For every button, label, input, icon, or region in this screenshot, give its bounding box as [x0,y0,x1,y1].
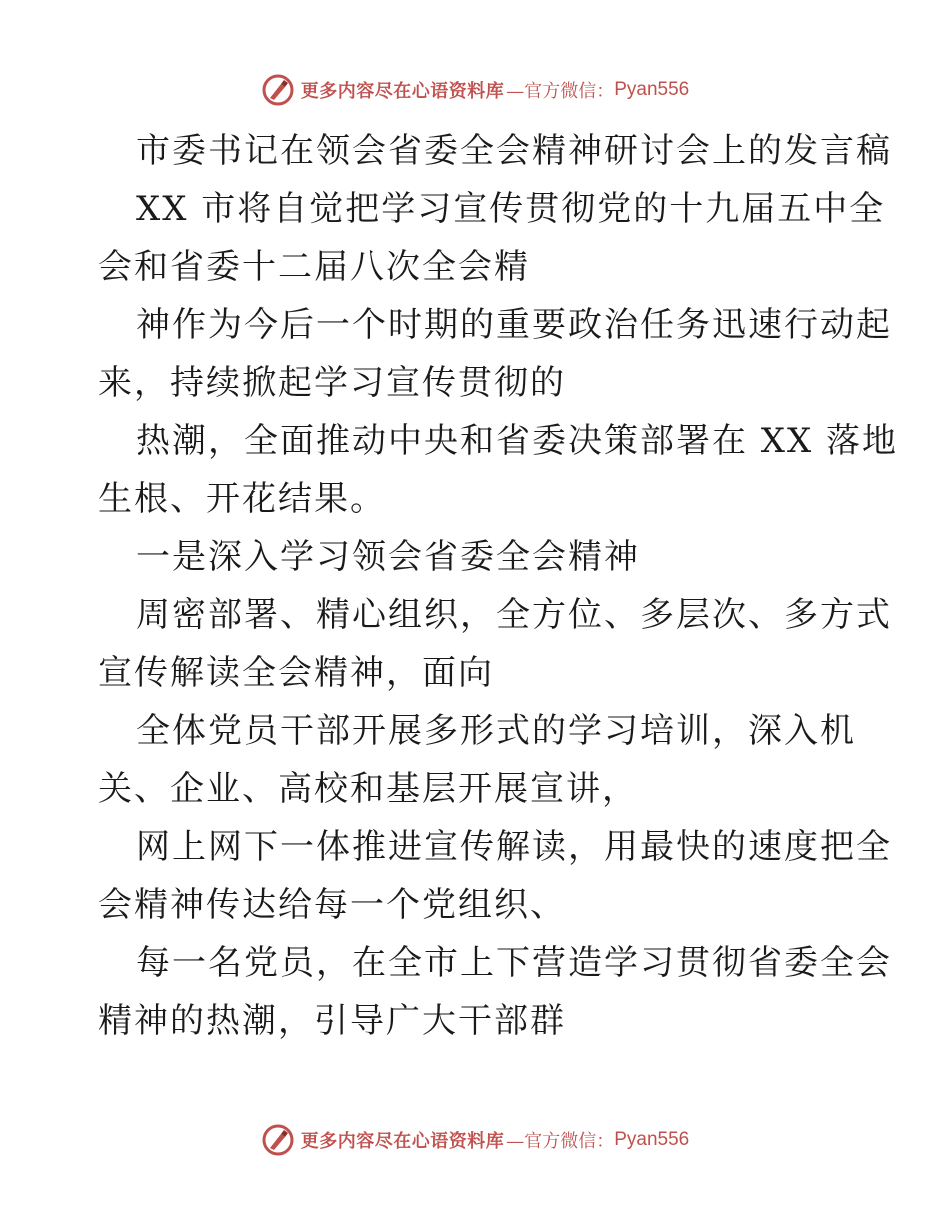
paragraph-line: 来，持续掀起学习宣传贯彻的 [98,363,566,403]
paragraph-line: 周密部署、精心组织，全方位、多层次、多方式 [136,595,892,635]
footer-banner-wechat-id: Pyan556 [614,1129,690,1150]
paragraph-line: 每一名党员，在全市上下营造学习贯彻省委全会 [136,943,892,983]
header-banner-separator: —官方微信： [506,81,615,102]
document-body [98,122,899,1050]
paragraph-line: 神作为今后一个时期的重要政治任务迅速行动起 [136,305,892,345]
paragraph-line: XX 市将自觉把学习宣传贯彻党的十九届五中全 [136,189,886,229]
footer-banner-text: 更多内容尽在心语资料库 [300,1131,505,1152]
paragraph-line: 网上网下一体推进宣传解读，用最快的速度把全 [136,827,892,867]
paragraph-line: 会和省委十二届八次全会精 [98,247,530,287]
paragraph-line: 热潮，全面推动中央和省委决策部署在 XX 落地 [136,421,899,461]
paragraph-line: 生根、开花结果。 [98,479,386,519]
footer-banner-separator: —官方微信： [506,1131,615,1152]
paragraph-line: 全体党员干部开展多形式的学习培训，深入机 [136,711,856,751]
paragraph-line: 关、企业、高校和基层开展宣讲， [98,769,638,809]
pen-logo-icon [261,73,295,107]
pen-logo-icon [261,1123,295,1157]
footer-banner [0,1120,950,1160]
paragraph-line: 宣传解读全会精神，面向 [98,653,494,693]
document-title: 市委书记在领会省委全会精神研讨会上的发言稿 [136,131,892,171]
paragraph-line: 精神的热潮，引导广大干部群 [98,1001,566,1041]
paragraph-line: 会精神传达给每一个党组织、 [98,885,566,925]
header-banner-text: 更多内容尽在心语资料库 [300,81,505,102]
section-heading: 一是深入学习领会省委全会精神 [136,537,640,577]
header-banner [0,70,950,110]
header-banner-wechat-id: Pyan556 [614,79,690,100]
